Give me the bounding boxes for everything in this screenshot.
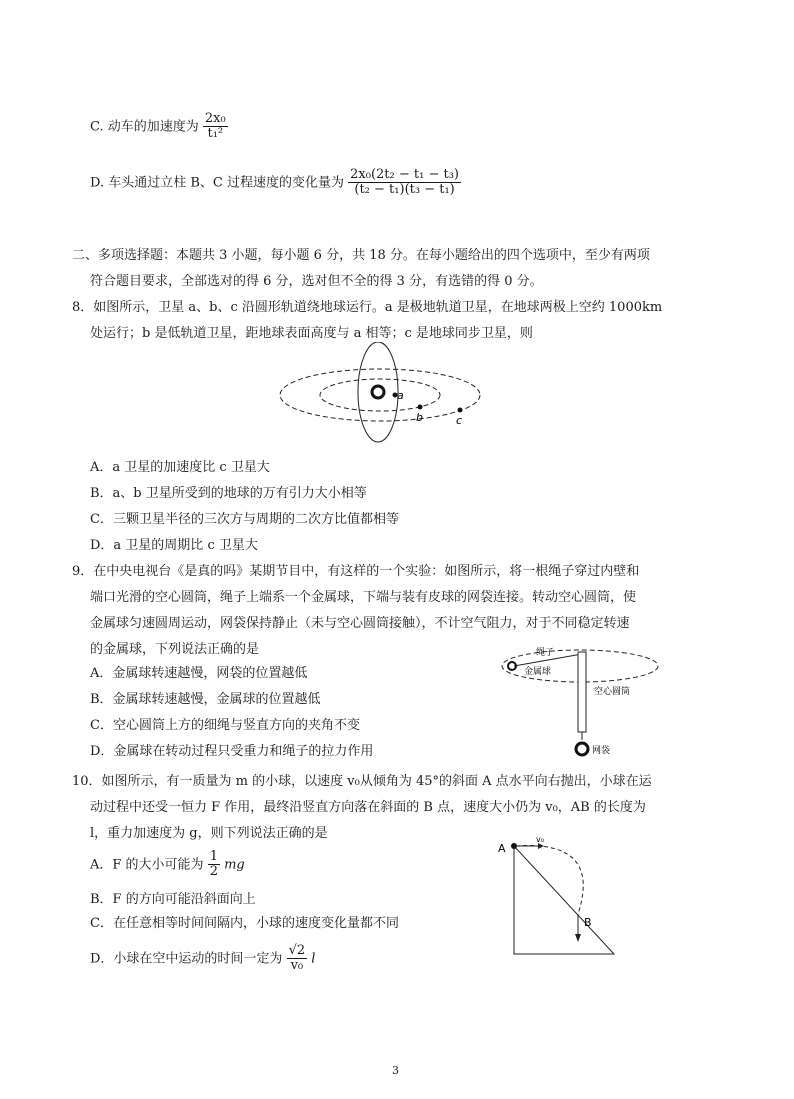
- earth-icon: [372, 386, 384, 398]
- q8-option-c: C．三颗卫星半径的三次方与周期的二次方比值都相等: [90, 512, 399, 527]
- q9-option-c: C．空心圆筒上方的细绳与竖直方向的夹角不变: [90, 718, 360, 733]
- q8-stem-line1: 8．如图所示，卫星 a、b、c 沿圆形轨道绕地球运行。a 是极地轨道卫星，在地球两极上空约 1000km: [72, 300, 663, 315]
- label-c: c: [456, 414, 463, 427]
- hollow-tube: [578, 652, 586, 732]
- q8-option-b: B．a、b 卫星所受到的地球的万有引力大小相等: [90, 486, 367, 501]
- section2-line2: 符合题目要求，全部选对的得 6 分，选对但不全的得 3 分，有选错的得 0 分。: [90, 274, 543, 289]
- net-bag-icon: [576, 743, 588, 755]
- q10-stem-line2: 动过程中还受一恒力 F 作用，最终沿竖直方向落在斜面的 B 点，速度大小仍为 v₀，AB 的长度为: [90, 800, 646, 815]
- label-v0: v₀: [536, 835, 544, 844]
- satellite-b: [418, 405, 423, 410]
- orbit-a: [358, 342, 398, 442]
- q7-option-d: D. 车头通过立柱 B、C 过程速度的变化量为 $\frac{\text{2x₀(2t₂ − t₁ − t₃)}}{\text{(t₂ − t₁)(t₃ − t₁)}}$: [90, 167, 459, 198]
- q10-option-a: A．F 的大小可能为 $\frac{1}{2}$ mg: [90, 849, 245, 880]
- incline-triangle: [514, 846, 614, 954]
- q10-stem-line3: l，重力加速度为 g，则下列说法正确的是: [90, 826, 328, 841]
- q7-option-c-fraction: $\frac{\text{2x₀}}{\text{t₁²}}$: [204, 111, 226, 142]
- rotating-tube-diagram: [500, 636, 662, 746]
- q8-stem-line2: 处运行；b 是低轨道卫星，距地球表面高度与 a 相等；c 是地球同步卫星，则: [90, 326, 533, 341]
- orbit-c: [280, 369, 480, 421]
- rope-label: 绳子: [536, 648, 555, 658]
- q9-stem-line4: 的金属球，下列说法正确的是: [90, 642, 260, 657]
- tube-label: 空心圆筒: [594, 687, 631, 697]
- q9-option-d: D．金属球在转动过程只受重力和绳子的拉力作用: [90, 744, 374, 759]
- q10-option-a-fraction: $\frac{1}{2}$: [209, 849, 218, 880]
- label-A: A: [498, 842, 506, 855]
- label-B: B: [584, 916, 592, 929]
- q9-stem-line3: 金属球匀速圆周运动，网袋保持静止（未与空心圆筒接触），不计空气阻力，对于不同稳定转速: [90, 616, 630, 631]
- q8-option-a: A．a 卫星的加速度比 c 卫星大: [90, 460, 270, 475]
- label-b: b: [416, 411, 423, 424]
- section2-line1: 二、多项选择题：本题共 3 小题，每小题 6 分，共 18 分。在每小题给出的四个选项中，至少有两项: [72, 248, 650, 263]
- q9-option-a: A．金属球转速越慢，网袋的位置越低: [90, 666, 308, 681]
- q7-option-d-fraction: $\frac{\text{2x₀(2t₂ − t₁ − t₃)}}{\text{(t₂ − t₁)(t₃ − t₁)}}$: [350, 167, 459, 198]
- net-label: 网袋: [592, 746, 611, 756]
- q7-option-c: C. 动车的加速度为 $\frac{\text{2x₀}}{\text{t₁²}}$: [90, 111, 226, 142]
- q10-option-c: C．在任意相等时间间隔内，小球的速度变化量都不同: [90, 916, 399, 931]
- satellite-c: [458, 408, 463, 413]
- q9-stem-line1: 9．在中央电视台《是真的吗》某期节目中，有这样的一个实验：如图所示，将一根绳子穿过内壁和: [72, 564, 640, 579]
- incline-diagram: [492, 830, 620, 958]
- q10-option-b: B．F 的方向可能沿斜面向上: [90, 892, 256, 907]
- net-bag-figure: [570, 738, 630, 760]
- label-a: a: [397, 389, 404, 402]
- satellite-orbit-diagram: [270, 342, 500, 448]
- q10-option-d: D．小球在空中运动的时间一定为 $\frac{√2}{\text{v₀}}$ l: [90, 943, 316, 974]
- q9-stem-line2: 端口光滑的空心圆筒，绳子上端系一个金属球，下端与装有皮球的网袋连接。转动空心圆筒，使: [90, 590, 637, 605]
- trajectory: [516, 846, 583, 914]
- vertical-arrowhead: [575, 934, 581, 942]
- q9-option-b: B．金属球转速越慢，金属球的位置越低: [90, 692, 321, 707]
- q10-stem-line1: 10．如图所示，有一质量为 m 的小球，以速度 v₀从倾角为 45°的斜面 A 点水平向右抛出，小球在运: [72, 774, 652, 789]
- q8-option-d: D．a 卫星的周期比 c 卫星大: [90, 538, 258, 553]
- page-number: 3: [392, 1064, 399, 1077]
- ball-label: 金属球: [524, 667, 552, 677]
- q10-option-d-fraction: $\frac{√2}{\text{v₀}}$: [288, 943, 306, 974]
